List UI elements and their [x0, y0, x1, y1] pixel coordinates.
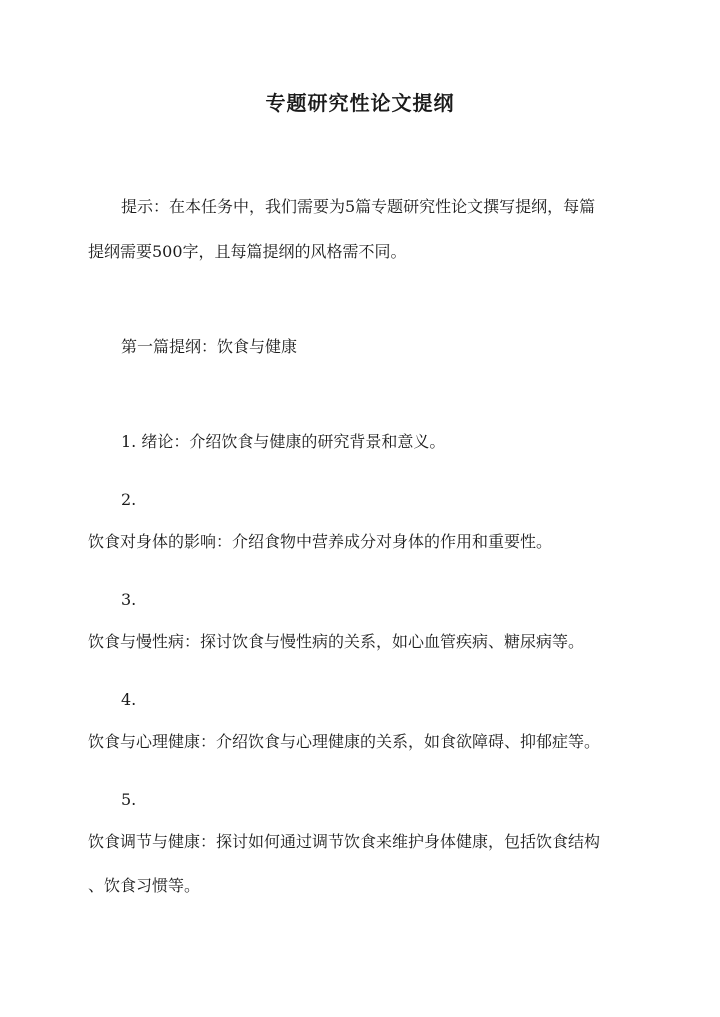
list-item-5-text-line-2: 、饮食习惯等。	[88, 876, 201, 895]
list-item-3-number: 3.	[121, 590, 137, 609]
list-item-2-number: 2.	[121, 490, 137, 509]
list-item-3-text: 饮食与慢性病：探讨饮食与慢性病的关系，如心血管疾病、糖尿病等。	[88, 632, 585, 651]
list-item-5-text-line-1: 饮食调节与健康：探讨如何通过调节饮食来维护身体健康，包括饮食结构	[88, 832, 601, 851]
list-item-2-text: 饮食对身体的影响：介绍食物中营养成分对身体的作用和重要性。	[88, 532, 553, 551]
intro-line-2: 提纲需要500字，且每篇提纲的风格需不同。	[88, 242, 407, 261]
document-title: 专题研究性论文提纲	[265, 91, 455, 115]
intro-line-1: 提示：在本任务中，我们需要为5篇专题研究性论文撰写提纲，每篇	[121, 197, 596, 216]
list-item-4-text: 饮食与心理健康：介绍饮食与心理健康的关系，如食欲障碍、抑郁症等。	[88, 732, 601, 751]
list-item-4-number: 4.	[121, 690, 137, 709]
section-heading: 第一篇提纲：饮食与健康	[121, 337, 298, 356]
list-item-1: 1. 绪论：介绍饮食与健康的研究背景和意义。	[121, 432, 446, 451]
list-item-5-number: 5.	[121, 790, 137, 809]
